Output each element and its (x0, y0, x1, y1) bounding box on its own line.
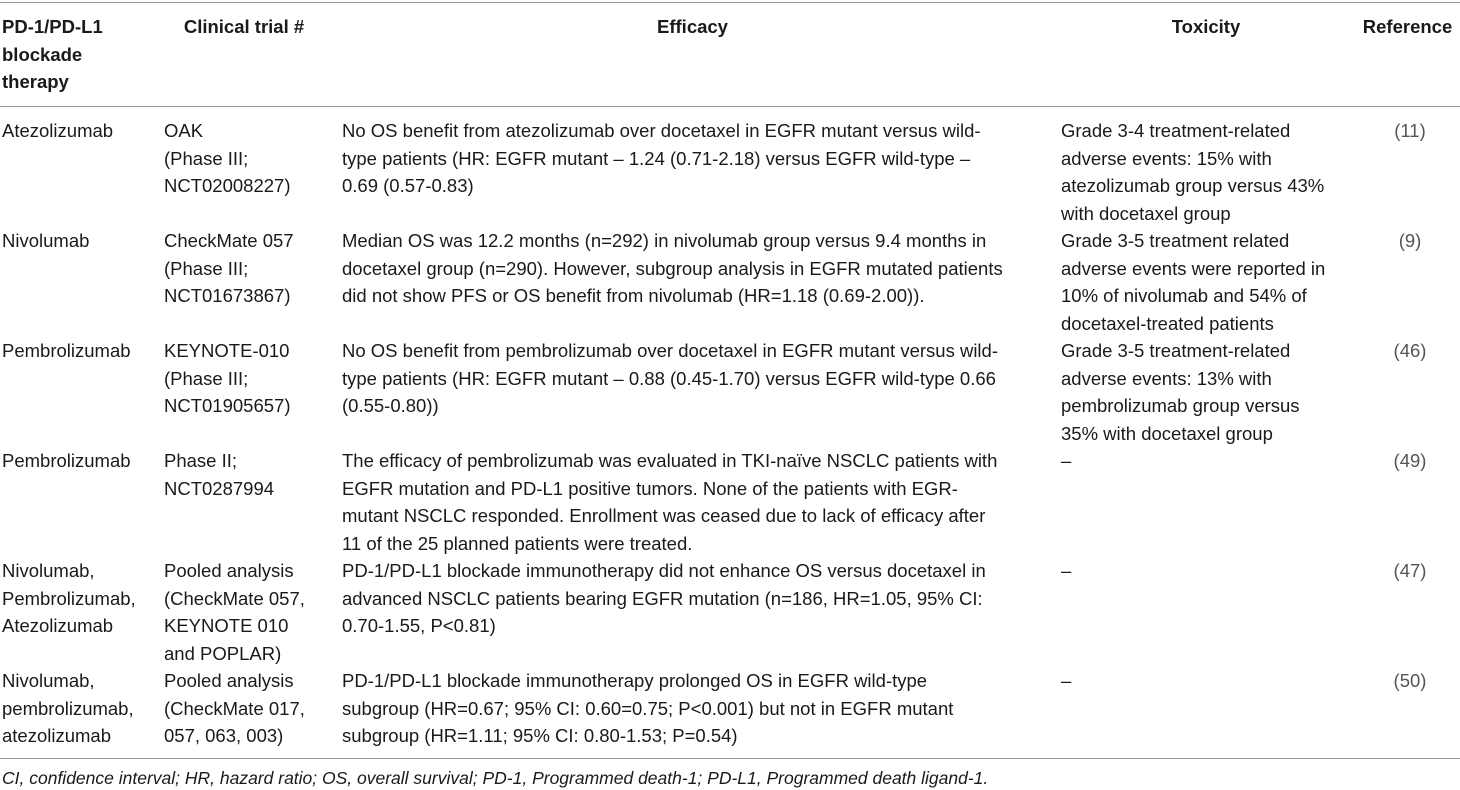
header-reference: Reference (1362, 16, 1453, 37)
row-4-therapy: Pembrolizumab (2, 450, 131, 471)
row-6-efficacy: PD-1/PD-L1 blockade immunotherapy prolonged OS in EGFR wild-type subgroup (HR=0.67; 95% CI: 0.60=0.75; P<0.001) but not in EGFR mutant subgroup (HR=1.11; 95% CI: 0.80-1.53; P=0.54) (342, 670, 954, 746)
row-4-reference: (49) (1393, 450, 1427, 471)
header-trial: Clinical trial # (183, 16, 305, 37)
row-4-efficacy: The efficacy of pembrolizumab was evaluated in TKI-naïve NSCLC patients with EGFR mutation and PD-L1 positive tumors. None of the patients with EGR- mutant NSCLC responded. Enrollment was ceased due to lack of efficacy after 11 of the 25 planned patients were treated. (342, 450, 998, 554)
header-efficacy: Efficacy (657, 16, 728, 37)
row-1-therapy: Atezolizumab (2, 120, 114, 141)
header-therapy: PD-1/PD-L1 blockade therapy (2, 16, 103, 92)
row-2-therapy: Nivolumab (2, 230, 90, 251)
row-2-trial: CheckMate 057 (Phase III; NCT01673867) (164, 230, 294, 306)
row-1-toxicity: Grade 3-4 treatment-related adverse events: 15% with atezolizumab group versus 43% with docetaxel group (1061, 120, 1325, 224)
row-4-trial: Phase II; NCT0287994 (164, 450, 275, 499)
row-2-toxicity: Grade 3-5 treatment related adverse events were reported in 10% of nivolumab and 54% of docetaxel-treated patients (1061, 230, 1326, 334)
top-rule (0, 2, 1460, 3)
row-5-toxicity: – (1061, 560, 1072, 581)
row-4-toxicity: – (1061, 450, 1072, 471)
row-3-toxicity: Grade 3-5 treatment-related adverse events: 13% with pembrolizumab group versus 35% with docetaxel group (1061, 340, 1300, 444)
row-3-reference: (46) (1393, 340, 1427, 361)
row-1-efficacy: No OS benefit from atezolizumab over docetaxel in EGFR mutant versus wild- type patients (HR: EGFR mutant – 1.24 (0.71-2.18) versus EGFR wild-type – 0.69 (0.57-0.83) (342, 120, 981, 196)
header-toxicity: Toxicity (1171, 16, 1241, 37)
header-rule (0, 106, 1460, 107)
row-6-trial: Pooled analysis (CheckMate 017, 057, 063, 003) (164, 670, 305, 746)
row-5-trial: Pooled analysis (CheckMate 057, KEYNOTE 010 and POPLAR) (164, 560, 305, 664)
row-5-efficacy: PD-1/PD-L1 blockade immunotherapy did not enhance OS versus docetaxel in advanced NSCLC patients bearing EGFR mutation (n=186, HR=1.05, 95% CI: 0.70-1.55, P<0.81) (342, 560, 986, 636)
row-1-reference: (11) (1394, 120, 1426, 141)
row-2-efficacy: Median OS was 12.2 months (n=292) in nivolumab group versus 9.4 months in docetaxel group (n=290). However, subgroup analysis in EGFR mutated patients did not show PFS or OS benefit from nivolumab (HR=1.18 (0.69-2.00)). (342, 230, 1003, 306)
bottom-rule (0, 758, 1460, 759)
row-5-therapy: Nivolumab, Pembrolizumab, Atezolizumab (2, 560, 136, 636)
row-5-reference: (47) (1393, 560, 1427, 581)
row-2-reference: (9) (1398, 230, 1422, 251)
row-6-therapy: Nivolumab, pembrolizumab, atezolizumab (2, 670, 134, 746)
row-3-efficacy: No OS benefit from pembrolizumab over docetaxel in EGFR mutant versus wild- type patients (HR: EGFR mutant – 0.88 (0.45-1.70) versus EGFR wild-type 0.66 (0.55-0.80)) (342, 340, 998, 416)
table-footnote: CI, confidence interval; HR, hazard ratio; OS, overall survival; PD-1, Programmed death-1; PD-L1, Programmed death ligand-1. (2, 768, 989, 788)
row-3-therapy: Pembrolizumab (2, 340, 131, 361)
row-6-reference: (50) (1393, 670, 1427, 691)
row-1-trial: OAK (Phase III; NCT02008227) (164, 120, 291, 196)
row-6-toxicity: – (1061, 670, 1072, 691)
row-3-trial: KEYNOTE-010 (Phase III; NCT01905657) (164, 340, 291, 416)
